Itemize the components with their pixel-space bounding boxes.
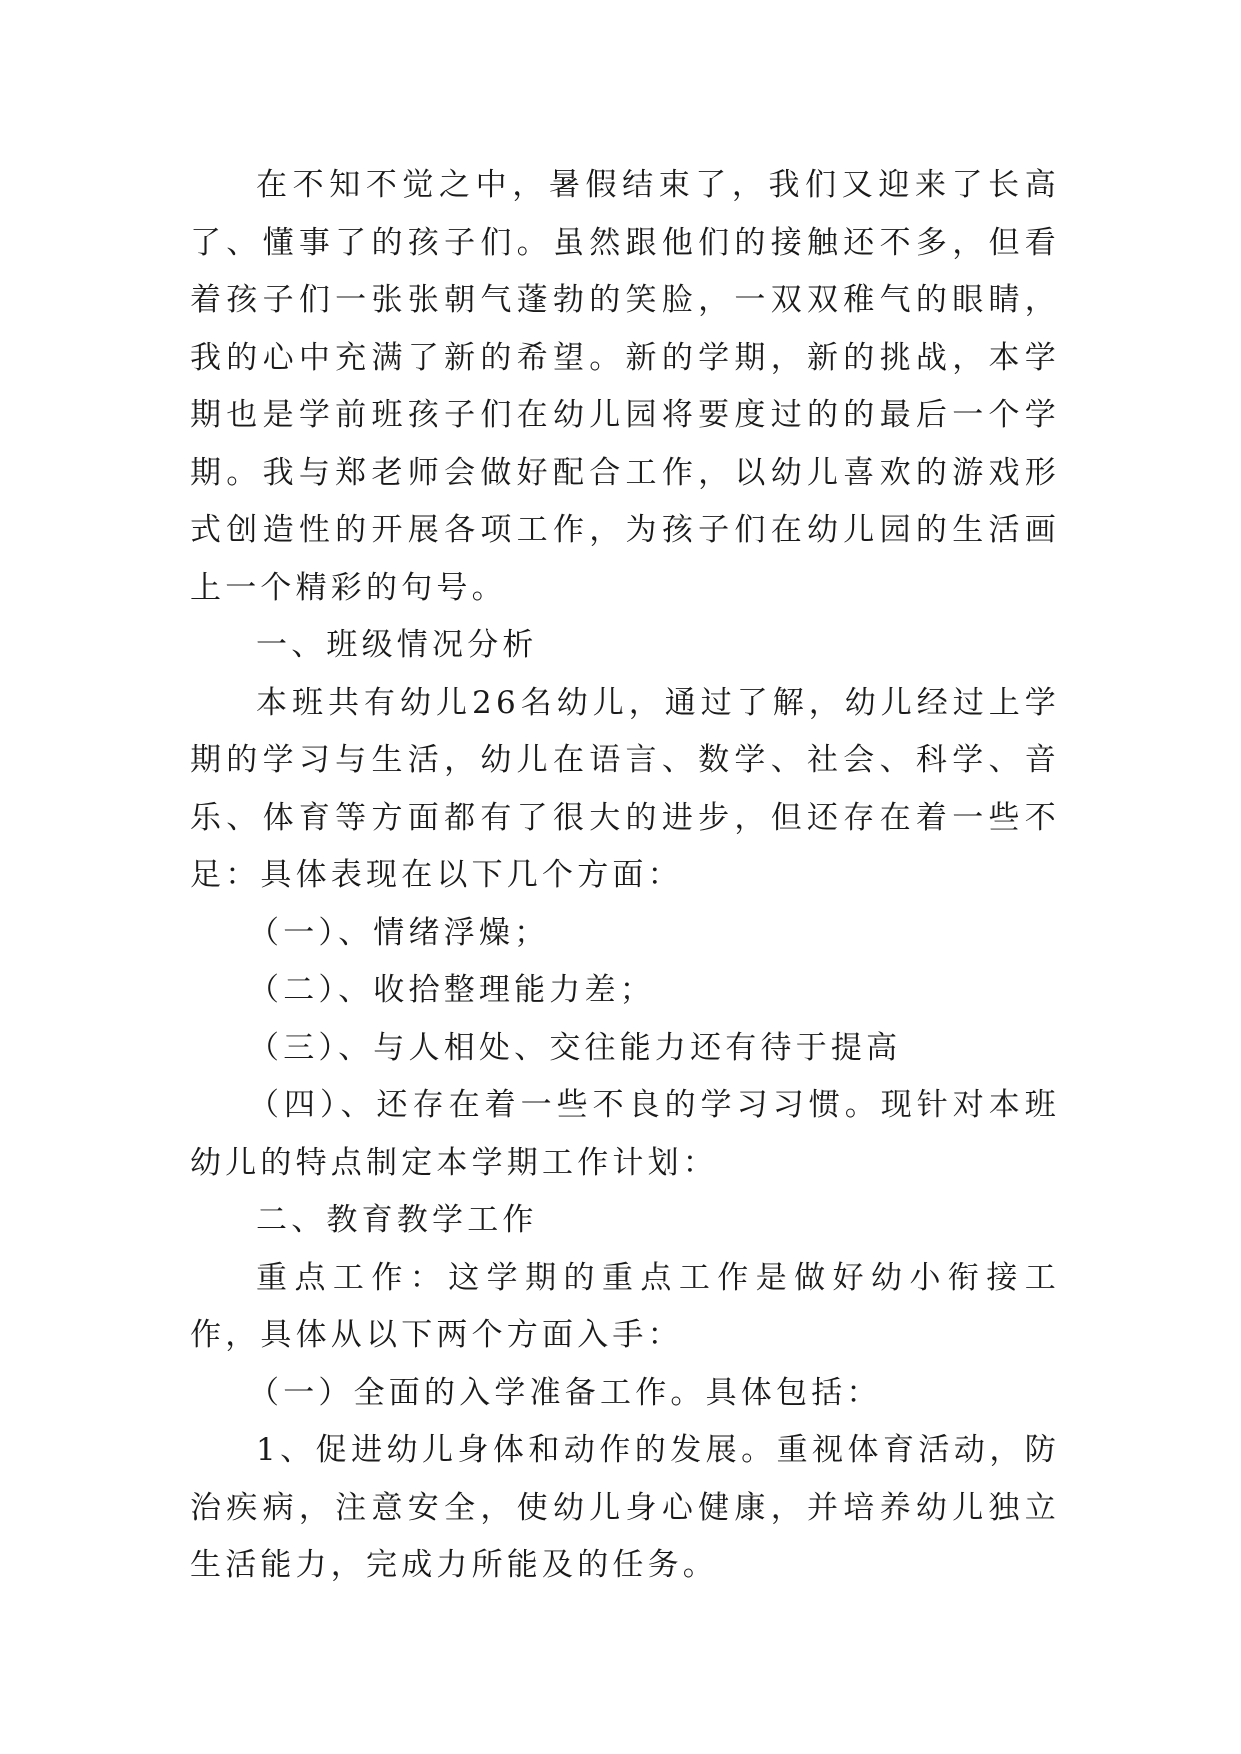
intro-paragraph: 在不知不觉之中，暑假结束了，我们又迎来了长高了、懂事了的孩子们。虽然跟他们的接触还不多，但看着孩子们一张张朝气蓬勃的笑脸，一双双稚气的眼睛，我的心中充满了新的希望。新的学期，新的挑战，本学期也是学前班孩子们在幼儿园将要度过的的最后一个学期。我与郑老师会做好配合工作，以幼儿喜欢的游戏形式创造性的开展各项工作，为孩子们在幼儿园的生活画上一个精彩的句号。	[190, 167, 1060, 606]
list-item-physical-development: 1、促进幼儿身体和动作的发展。重视体育活动，防治疾病，注意安全，使幼儿身心健康，并培养幼儿独立生活能力，完成力所能及的任务。	[190, 1432, 1060, 1583]
section-heading-teaching: 二、教育教学工作	[256, 1202, 538, 1238]
issue-item-2: （二）、收拾整理能力差；	[248, 972, 655, 1008]
section-heading-class-analysis: 一、班级情况分析	[256, 627, 538, 663]
issue-item-3: （三）、与人相处、交往能力还有待于提高	[248, 1029, 902, 1066]
issue-item-4: （四）、还存在着一些不良的学习习惯。现针对本班幼儿的特点制定本学期工作计划：	[190, 1087, 1060, 1181]
class-summary-paragraph: 本班共有幼儿26名幼儿，通过了解，幼儿经过上学期的学习与生活，幼儿在语言、数学、社会、科学、音乐、体育等方面都有了很大的进步，但还存在着一些不足：具体表现在以下几个方面：	[190, 684, 1060, 893]
key-work-paragraph: 重点工作：这学期的重点工作是做好幼小衔接工作，具体从以下两个方面入手：	[190, 1259, 1060, 1353]
subsection-admission-prep: （一）全面的入学准备工作。具体包括：	[248, 1374, 882, 1411]
document-body	[190, 157, 1060, 1595]
issue-item-1: （一）、情绪浮燥；	[248, 914, 550, 951]
